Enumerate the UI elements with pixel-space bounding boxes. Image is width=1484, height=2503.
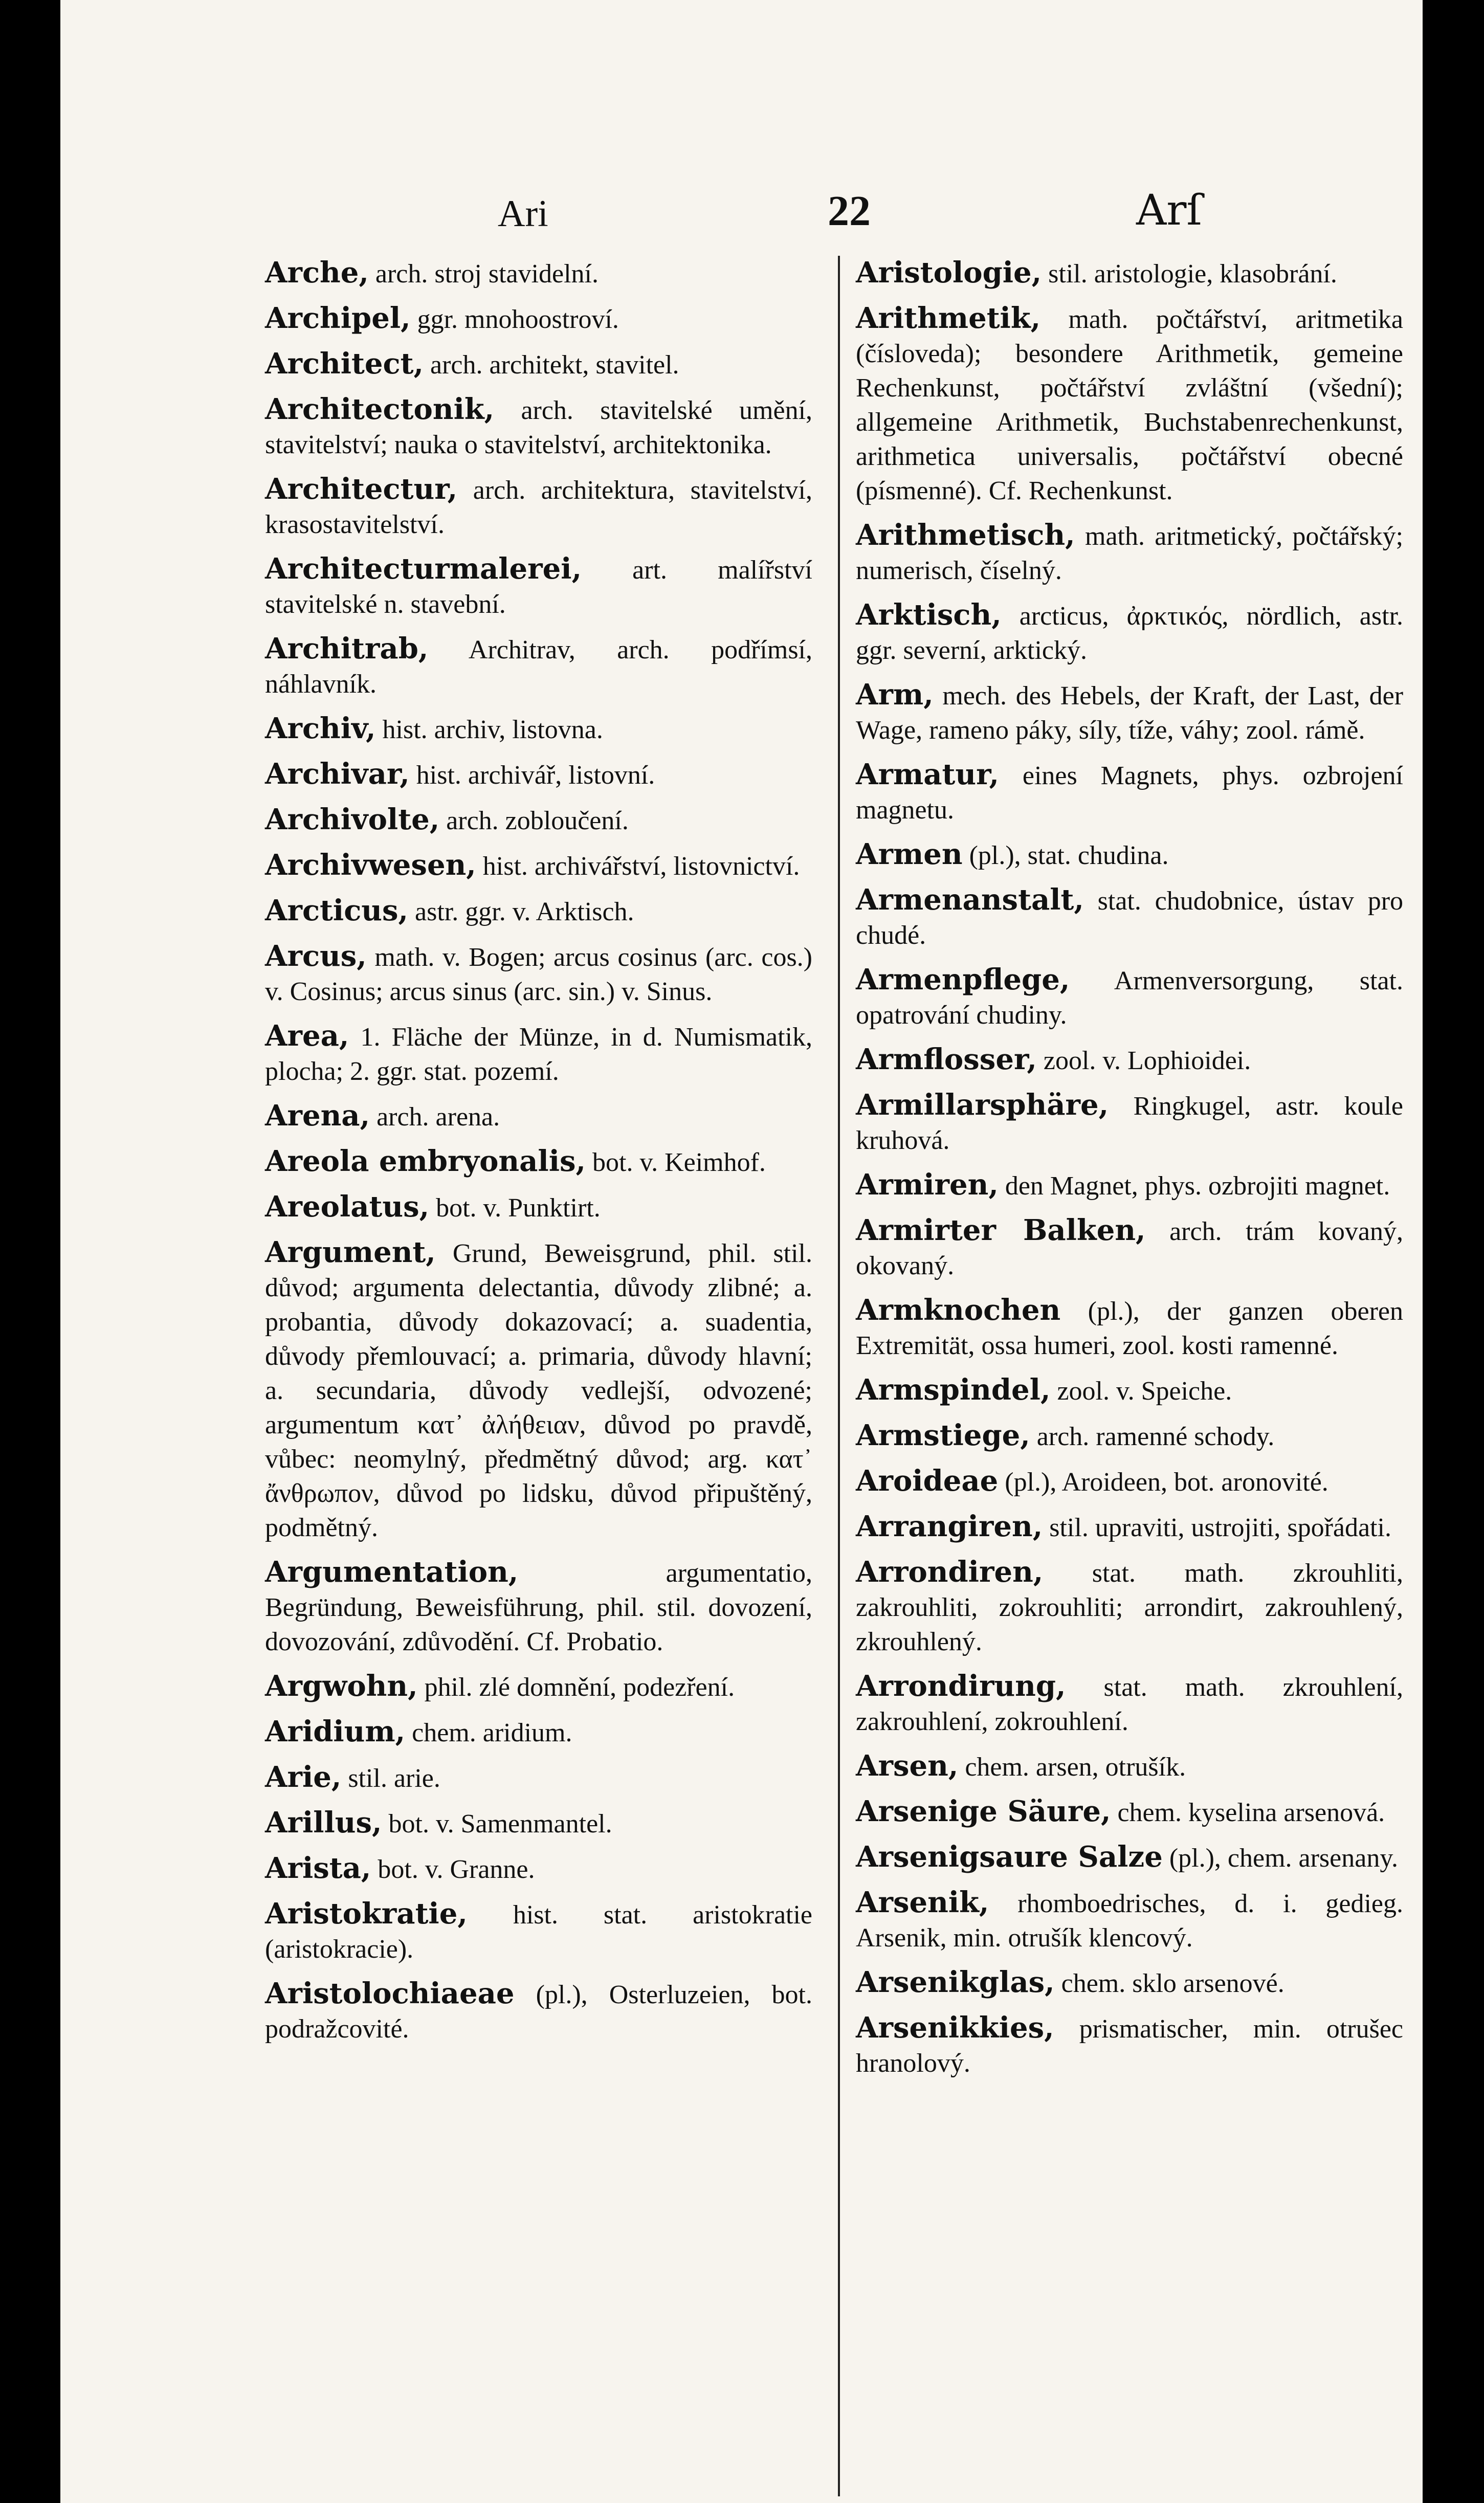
entry-headword: Arsenikkies, (856, 2011, 1054, 2045)
dictionary-entry (856, 1168, 1403, 1203)
column-divider (838, 256, 840, 2496)
entry-headword: Armen (856, 837, 963, 871)
dictionary-entry (856, 883, 1403, 953)
dictionary-entry (265, 472, 812, 542)
entry-headword: Armillarsphäre, (856, 1088, 1109, 1122)
entry-definition: (pl.), stat. chudina. (969, 841, 1169, 870)
entry-headword: Arsenige Säure, (856, 1795, 1111, 1828)
entry-headword: Aroideae (856, 1464, 999, 1498)
entry-definition: arch. arena. (376, 1102, 500, 1132)
entry-headword: Aristolochiaeae (265, 1977, 515, 2010)
entry-definition: chem. aridium. (412, 1718, 572, 1747)
entry-definition: hist. archivář, listovní. (416, 761, 655, 790)
entry-headword: Arithmetik, (856, 301, 1041, 335)
entry-definition: eines Magnets, phys. ozbrojení magnetu. (856, 761, 1404, 825)
entry-definition: hist. archiv, listovna. (382, 715, 603, 744)
entry-definition: stil. aristologie, klasobrání. (1048, 259, 1337, 289)
dictionary-entry (265, 1144, 812, 1180)
entry-headword: Arm, (856, 678, 934, 712)
dictionary-entry (856, 837, 1403, 873)
entry-definition: arch. zobloučení. (446, 806, 629, 835)
entry-definition: math. počtářství, aritmetika (čísloveda); besondere Arithmetik, gemeine Rechenkunst, počtářství zvláštní (všední); allgemeine Arithmetik, Buchstabenrechenkunst, arithmetica universalis, počtářství obecné (písmenné). Cf. Rechenkunst. (856, 305, 1403, 505)
entry-definition: (pl.), Aroideen, bot. aronovité. (1005, 1468, 1328, 1497)
dictionary-entry (265, 1555, 812, 1659)
entry-definition: chem. kyselina arsenová. (1117, 1798, 1385, 1827)
entry-definition: Grund, Beweisgrund, phil. stil. důvod; argumenta delectantia, důvody zlibné; a. probantia, důvody dokazovací; a. suadentia, důvody přemlouvací; a. primaria, důvody hlavní; a. secundaria, důvody vedlejší, odvozené; argumentum κατ᾽ ἀλήθειαν, důvod po pravdě, vůbec: neomylný, předmětný důvod; arg. κατ᾽ ἄνθρωπον, důvod po lidsku, důvod připuštěný, podmětný. (265, 1239, 812, 1542)
entry-definition: arcticus, ἀρκτικός, nördlich, astr. ggr. severní, arktický. (856, 602, 1404, 665)
dictionary-entry (265, 1760, 812, 1796)
header-right-guide-word: Arſ (1136, 186, 1202, 235)
entry-headword: Armspindel, (856, 1373, 1051, 1407)
entry-headword: Argument, (265, 1235, 436, 1269)
dictionary-entry (856, 1555, 1403, 1659)
dictionary-entry (856, 963, 1403, 1032)
entry-headword: Arithmetisch, (856, 518, 1075, 552)
entry-headword: Architect, (265, 347, 424, 381)
entry-definition: math. aritmetický, počtářský; numerisch, číselný. (856, 522, 1404, 585)
entry-headword: Archipel, (265, 301, 411, 335)
dictionary-entry (856, 598, 1403, 668)
dictionary-entry (265, 757, 812, 792)
dictionary-entry (856, 758, 1403, 827)
entry-definition: rhomboedrisches, d. i. gedieg. Arsenik, min. otrušík klencový. (856, 1889, 1404, 1953)
dictionary-entry (265, 1235, 812, 1545)
right-column (856, 256, 1403, 2091)
dictionary-entry (856, 1293, 1403, 1363)
dictionary-entry (856, 1886, 1403, 1955)
entry-definition: phil. zlé domnění, podezření. (424, 1673, 735, 1702)
header-left-guide-word: Ari (498, 193, 548, 235)
dictionary-entry (265, 392, 812, 462)
dictionary-entry (265, 1669, 812, 1704)
entry-definition: den Magnet, phys. ozbrojiti magnet. (1005, 1171, 1390, 1201)
entry-headword: Area, (265, 1019, 349, 1053)
dictionary-entry (856, 1965, 1403, 2001)
dictionary-entry (265, 1851, 812, 1887)
entry-headword: Arista, (265, 1851, 371, 1885)
entry-headword: Archivolte, (265, 803, 440, 836)
entry-definition: stat. math. zkrouhliti, zakrouhliti, zokrouhliti; arrondirt, zakrouhlený, zkrouhlený. (856, 1559, 1404, 1656)
dictionary-entry (265, 1019, 812, 1089)
entry-definition: zool. v. Speiche. (1057, 1377, 1232, 1406)
dictionary-entry (856, 1669, 1403, 1739)
entry-definition: (pl.), Osterluzeien, bot. podražcovité. (265, 1980, 812, 2044)
entry-definition: 1. Fläche der Münze, in d. Numismatik, plocha; 2. ggr. stat. pozemí. (265, 1023, 813, 1086)
entry-headword: Arcus, (265, 939, 367, 973)
entry-headword: Aristokratie, (265, 1897, 468, 1931)
entry-definition: chem. arsen, otrušík. (965, 1753, 1186, 1782)
entry-definition: hist. archivářství, listovnictví. (482, 852, 800, 881)
entry-definition: bot. v. Granne. (378, 1855, 535, 1884)
dictionary-entry (856, 2011, 1403, 2080)
entry-headword: Archivwesen, (265, 848, 476, 882)
dictionary-entry (265, 552, 812, 622)
entry-headword: Arsen, (856, 1749, 959, 1783)
entry-headword: Argumentation, (265, 1555, 519, 1589)
entry-definition: zool. v. Lophioidei. (1043, 1046, 1251, 1075)
entry-headword: Armenpflege, (856, 963, 1070, 996)
entry-headword: Arena, (265, 1099, 370, 1133)
entry-headword: Armatur, (856, 758, 999, 791)
entry-definition: arch. architekt, stavitel. (430, 350, 679, 380)
entry-headword: Arrondirung, (856, 1669, 1066, 1703)
dictionary-entry (856, 1419, 1403, 1454)
entry-headword: Arcticus, (265, 894, 409, 927)
entry-definition: arch. stroj stavidelní. (375, 259, 599, 289)
dictionary-entry (856, 1088, 1403, 1158)
entry-headword: Arie, (265, 1760, 342, 1794)
dictionary-entry (265, 939, 812, 1009)
dictionary-entry (265, 1715, 812, 1750)
entry-definition: bot. v. Punktirt. (436, 1193, 601, 1223)
dictionary-entry (265, 803, 812, 838)
entry-definition: chem. sklo arsenové. (1061, 1969, 1284, 1998)
entry-definition: bot. v. Keimhof. (592, 1148, 766, 1177)
dictionary-entry (265, 301, 812, 337)
dictionary-entry (265, 1806, 812, 1841)
entry-definition: (pl.), der ganzen oberen Extremität, ossa humeri, zool. kosti ramenné. (856, 1297, 1403, 1360)
dictionary-entry (265, 848, 812, 883)
page-header (60, 173, 1423, 239)
entry-definition: mech. des Hebels, der Kraft, der Last, der Wage, rameno páky, síly, tíže, váhy; zool. rámě. (856, 681, 1404, 745)
dictionary-entry (265, 632, 812, 701)
entry-definition: stil. upraviti, ustrojiti, spořádati. (1049, 1513, 1391, 1542)
dictionary-entry (856, 1373, 1403, 1408)
entry-headword: Arktisch, (856, 598, 1002, 632)
dictionary-entry (856, 678, 1403, 747)
entry-headword: Aristologie, (856, 256, 1042, 290)
entry-definition: astr. ggr. v. Arktisch. (415, 897, 634, 926)
entry-definition: argumentatio, Begründung, Beweisführung, phil. stil. dovození, dovozování, zdůvodění. Cf. Probatio. (265, 1559, 812, 1656)
dictionary-entry (856, 1795, 1403, 1830)
dictionary-entry (856, 1749, 1403, 1784)
entry-definition: bot. v. Samenmantel. (388, 1809, 612, 1839)
dictionary-entry (265, 347, 812, 382)
dictionary-entry (265, 1190, 812, 1225)
left-column (265, 256, 812, 2056)
entry-headword: Architectur, (265, 472, 458, 506)
entry-headword: Architecturmalerei, (265, 552, 582, 586)
dictionary-entry (856, 301, 1403, 508)
entry-headword: Aridium, (265, 1715, 406, 1748)
entry-definition: Architrav, arch. podřímsí, náhlavník. (265, 635, 812, 699)
entry-headword: Armiren, (856, 1168, 999, 1202)
entry-definition: art. malířství stavitelské n. stavební. (265, 556, 812, 619)
dictionary-entry (265, 1977, 812, 2046)
entry-headword: Armknochen (856, 1293, 1061, 1327)
dictionary-entry (265, 1099, 812, 1134)
dictionary-entry (265, 1897, 812, 1966)
entry-definition: arch. trám kovaný, okovaný. (856, 1217, 1403, 1280)
entry-headword: Argwohn, (265, 1669, 418, 1703)
dictionary-entry (856, 1213, 1403, 1283)
dictionary-entry (265, 256, 812, 291)
entry-headword: Areolatus, (265, 1190, 430, 1224)
dictionary-page (60, 0, 1423, 2503)
dictionary-entry (856, 1464, 1403, 1499)
entry-headword: Armenanstalt, (856, 883, 1084, 917)
entry-headword: Armstiege, (856, 1419, 1030, 1452)
dictionary-entry (856, 1043, 1403, 1078)
entry-headword: Areola embryonalis, (265, 1144, 586, 1178)
entry-headword: Arrangiren, (856, 1510, 1043, 1543)
entry-definition: hist. stat. aristokratie (aristokracie). (265, 1900, 813, 1964)
entry-headword: Arrondiren, (856, 1555, 1044, 1589)
entry-headword: Arsenikglas, (856, 1965, 1055, 1999)
entry-definition: stat. chudobnice, ústav pro chudé. (856, 887, 1404, 950)
entry-headword: Archivar, (265, 757, 410, 791)
entry-definition: prismatischer, min. otrušec hranolový. (856, 2014, 1404, 2078)
entry-headword: Arillus, (265, 1806, 382, 1840)
entry-headword: Arsenik, (856, 1886, 989, 1919)
entry-headword: Armirter Balken, (856, 1213, 1146, 1247)
entry-definition: stat. math. zkrouhlení, zakrouhlení, zokrouhlení. (856, 1673, 1403, 1736)
entry-headword: Arsenigsaure Salze (856, 1840, 1163, 1874)
entry-headword: Arche, (265, 256, 369, 290)
entry-headword: Archiv, (265, 712, 376, 745)
entry-headword: Architectonik, (265, 392, 495, 426)
page-number: 22 (828, 187, 871, 235)
dictionary-entry (265, 894, 812, 929)
entry-definition: (pl.), chem. arsenany. (1169, 1844, 1398, 1873)
entry-definition: math. v. Bogen; arcus cosinus (arc. cos.) v. Cosinus; arcus sinus (arc. sin.) v. Sinus. (265, 943, 812, 1006)
dictionary-entry (265, 712, 812, 747)
dictionary-entry (856, 518, 1403, 588)
entry-definition: Armenversorgung, stat. opatrování chudiny. (856, 966, 1403, 1030)
entry-definition: ggr. mnohoostroví. (417, 305, 619, 334)
dictionary-entry (856, 1840, 1403, 1875)
entry-definition: arch. architektura, stavitelství, krasostavitelství. (265, 476, 812, 539)
entry-definition: arch. stavitelské umění, stavitelství; nauka o stavitelství, architektonika. (265, 396, 813, 459)
entry-definition: arch. ramenné schody. (1036, 1422, 1275, 1451)
entry-definition: stil. arie. (348, 1764, 440, 1793)
entry-headword: Architrab, (265, 632, 429, 666)
entry-definition: Ringkugel, astr. koule kruhová. (856, 1092, 1403, 1155)
dictionary-entry (856, 1510, 1403, 1545)
dictionary-entry (856, 256, 1403, 291)
entry-headword: Armflosser, (856, 1043, 1037, 1076)
